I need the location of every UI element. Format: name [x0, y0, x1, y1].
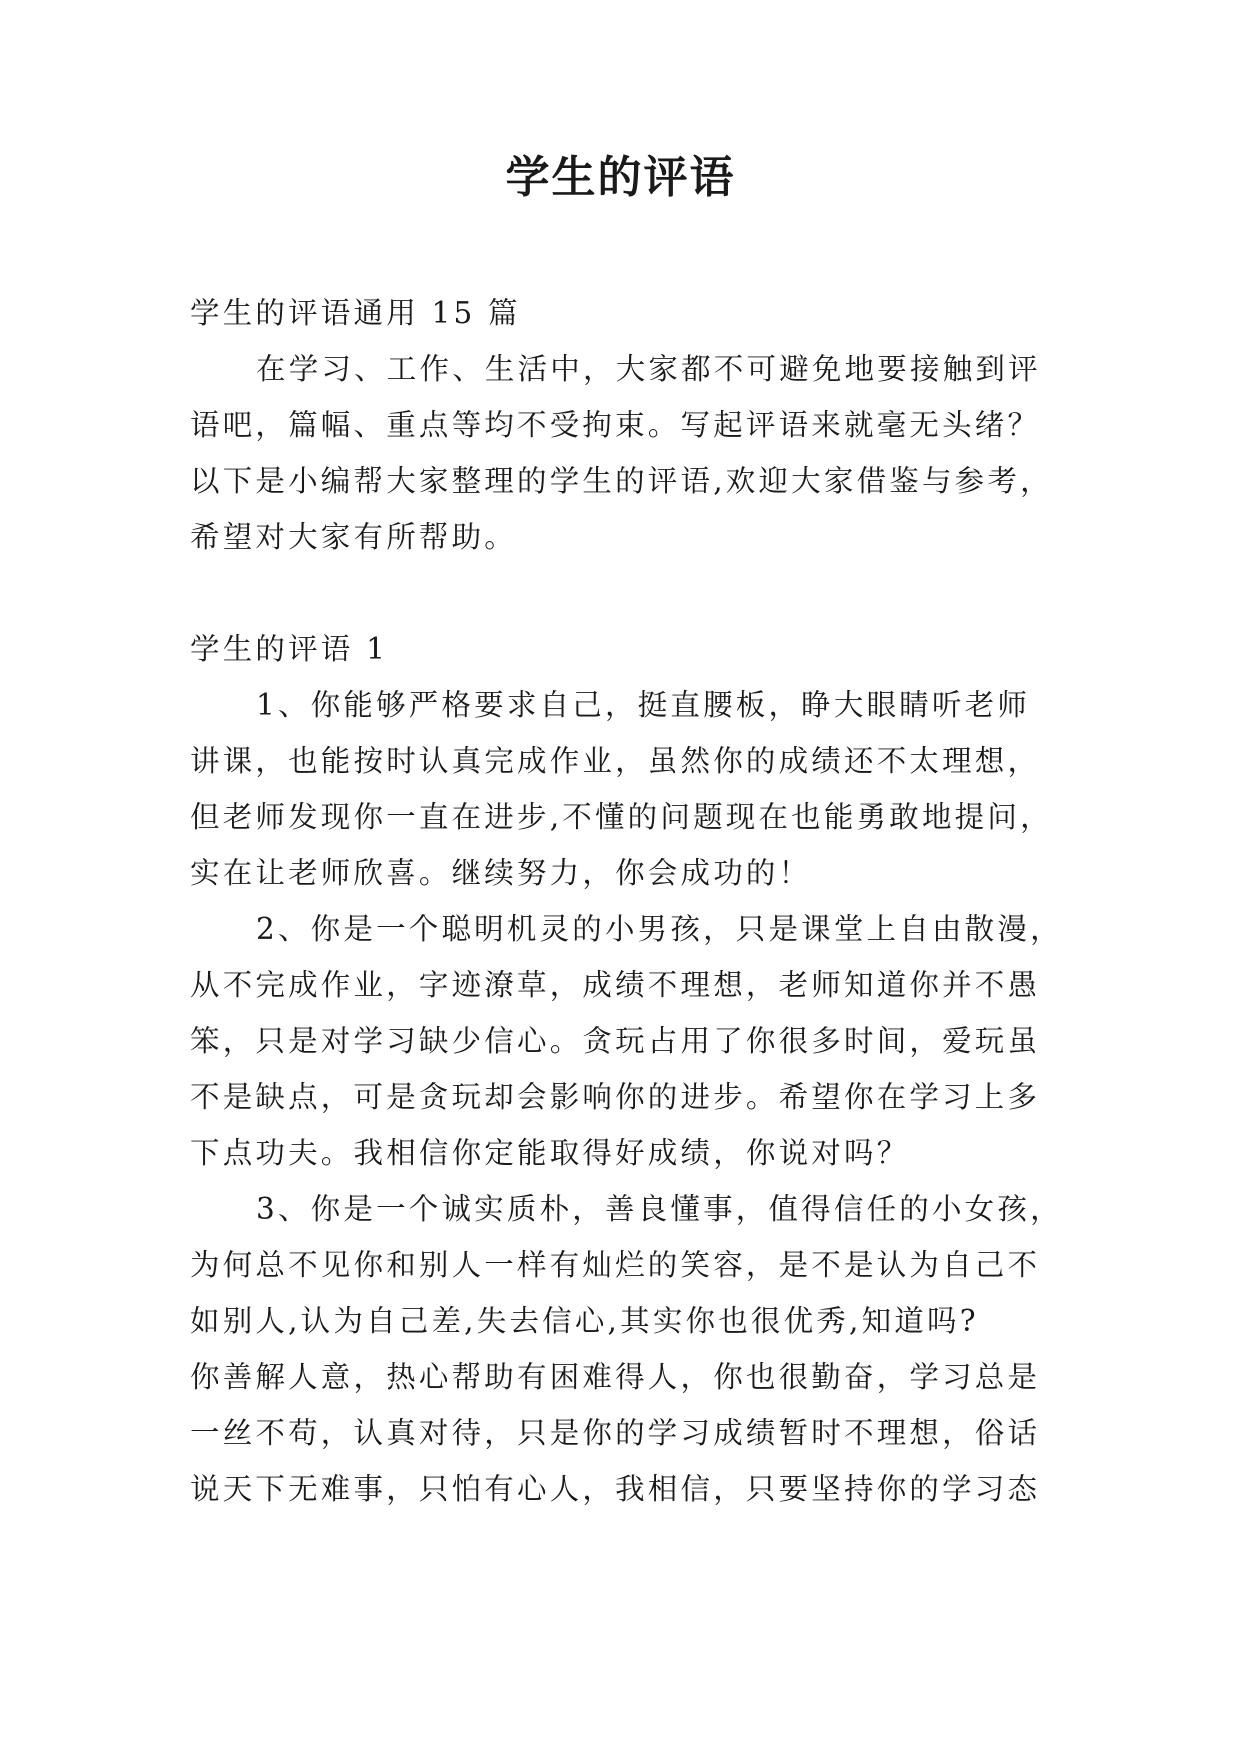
paragraph-line: 希望对大家有所帮助。 — [190, 520, 518, 554]
paragraph-line: 但老师发现你一直在进步,不懂的问题现在也能勇敢地提问， — [190, 800, 1053, 834]
paragraph-line: 以下是小编帮大家整理的学生的评语,欢迎大家借鉴与参考， — [190, 464, 1053, 498]
document-subtitle: 学生的评语通用 15 篇 — [190, 296, 521, 330]
document-body — [190, 285, 1062, 1517]
paragraph-line: 在学习、工作、生活中，大家都不可避免地要接触到评 — [256, 352, 1041, 386]
paragraph-line: 实在让老师欣喜。继续努力，你会成功的！ — [190, 856, 812, 890]
paragraph-line: 从不完成作业，字迹潦草，成绩不理想，老师知道你并不愚 — [190, 968, 1041, 1002]
paragraph-line: 不是缺点，可是贪玩却会影响你的进步。希望你在学习上多 — [190, 1080, 1041, 1114]
comment-item-2 — [190, 901, 1062, 1181]
comment-item-3 — [190, 1181, 1062, 1517]
blank-line — [190, 565, 1062, 621]
section-heading: 学生的评语 1 — [190, 632, 389, 666]
page-title: 学生的评语 — [505, 152, 736, 203]
paragraph-line: 3、你是一个诚实质朴，善良懂事，值得信任的小女孩， — [256, 1192, 1063, 1226]
paragraph-line: 如别人,认为自己差,失去信心,其实你也很优秀,知道吗? — [190, 1304, 979, 1338]
intro-paragraph — [190, 341, 1062, 565]
paragraph-line: 下点功夫。我相信你定能取得好成绩，你说对吗？ — [190, 1136, 910, 1170]
paragraph-line: 2、你是一个聪明机灵的小男孩，只是课堂上自由散漫， — [256, 912, 1063, 946]
paragraph-line: 你善解人意，热心帮助有困难得人，你也很勤奋，学习总是 — [190, 1360, 1041, 1394]
paragraph-line: 讲课，也能按时认真完成作业，虽然你的成绩还不太理想， — [190, 744, 1041, 778]
paragraph-line: 语吧，篇幅、重点等均不受拘束。写起评语来就毫无头绪？ — [190, 408, 1041, 442]
paragraph-line: 说天下无难事，只怕有心人，我相信，只要坚持你的学习态 — [190, 1472, 1041, 1506]
paragraph-line: 为何总不见你和别人一样有灿烂的笑容，是不是认为自己不 — [190, 1248, 1041, 1282]
paragraph-line: 1、你能够严格要求自己，挺直腰板，睁大眼睛听老师 — [256, 688, 1031, 722]
paragraph-line: 一丝不苟，认真对待，只是你的学习成绩暂时不理想，俗话 — [190, 1416, 1041, 1450]
comment-item-1 — [190, 677, 1062, 901]
paragraph-line: 笨，只是对学习缺少信心。贪玩占用了你很多时间，爱玩虽 — [190, 1024, 1041, 1058]
